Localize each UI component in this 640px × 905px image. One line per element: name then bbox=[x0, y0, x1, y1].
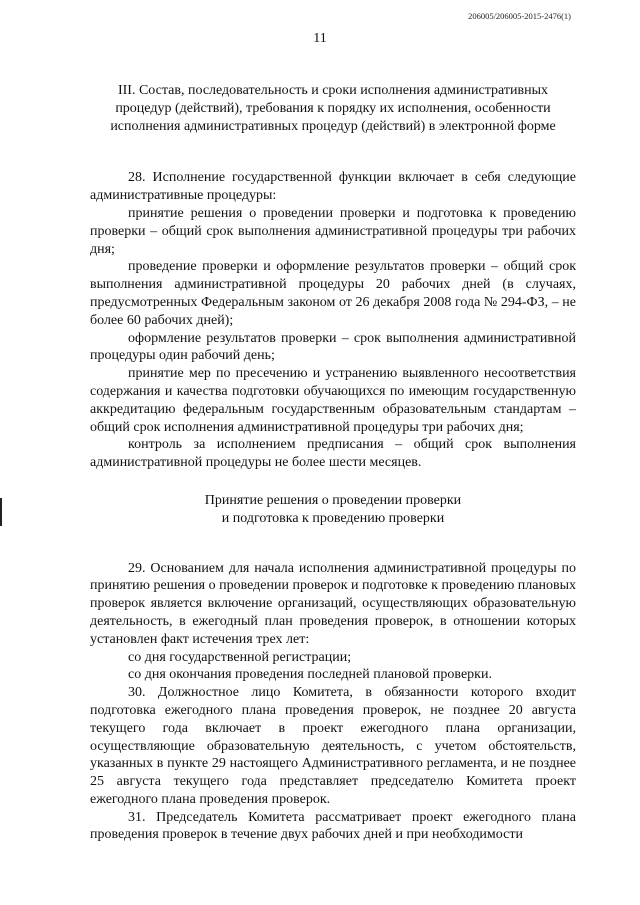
paragraph: проведение проверки и оформление результатов проверки – общий срок выполнения административной процедуры 20 рабочих дней (в случаях, предусмотренных Федеральным законом от 26 декабря 2008 года № 294-ФЗ, – не более 60 рабочих дней); bbox=[90, 259, 576, 328]
subheading-line: и подготовка к проведению проверки bbox=[221, 510, 445, 526]
subheading-line: Принятие решения о проведении проверки bbox=[204, 492, 462, 508]
paragraph: 29. Основанием для начала исполнения административной процедуры по принятию решения о проведении проверок и подготовке к проведению плановых проверок является включение организаций, осуществляющих образовательную деятельность, в ежегодный план проведения проверок, в отношении которых установлен факт истечения трех лет: bbox=[90, 560, 576, 647]
page-edge-mark bbox=[0, 498, 2, 526]
paragraph: оформление результатов проверки – срок выполнения административной процедуры один рабочий день; bbox=[90, 330, 576, 364]
section-title-line: исполнения административных процедур (действий) в электронной форме bbox=[110, 118, 556, 134]
paragraph: 28. Исполнение государственной функции включает в себя следующие административные процедуры: bbox=[90, 170, 576, 204]
document-body bbox=[90, 82, 576, 844]
section-title bbox=[90, 82, 576, 135]
document-code: 206005/206005-2015-2476(1) bbox=[468, 11, 571, 21]
paragraph: принятие решения о проведении проверки и подготовка к проведению проверки – общий срок выполнения административной процедуры три рабочих дня; bbox=[90, 205, 576, 257]
paragraph: контроль за исполнением предписания – общий срок выполнения административной процедуры не более шести месяцев. bbox=[90, 437, 576, 471]
paragraph: принятие мер по пресечению и устранению выявленного несоответствия содержания и качества подготовки обучающихся по имеющим государственную аккредитацию федеральным государственным образовательным стандартам – общий срок исполнения административной процедуры три рабочих дня; bbox=[90, 366, 576, 435]
subheading bbox=[90, 492, 576, 528]
paragraph: со дня окончания проведения последней плановой проверки. bbox=[128, 667, 492, 683]
section-title-line: процедур (действий), требования к порядку их исполнения, особенности bbox=[115, 100, 551, 116]
section-title-line: III. Состав, последовательность и сроки исполнения административных bbox=[117, 83, 548, 98]
paragraph: со дня государственной регистрации; bbox=[128, 649, 352, 665]
paragraph: 31. Председатель Комитета рассматривает проект ежегодного плана проведения проверок в течение двух рабочих дней и при необходимости bbox=[90, 809, 576, 843]
page-number: 11 bbox=[313, 31, 327, 46]
paragraph: 30. Должностное лицо Комитета, в обязанности которого входит подготовка ежегодного плана проведения проверок, не позднее 20 августа текущего года включает в проект ежегодного плана организации, осуществляющие образовательную деятельность, с учетом обстоятельств, указанных в пункте 29 настоящего Административного регламента, и не позднее 25 августа текущего года представляет председателю Комитета проект ежегодного плана проведения проверок. bbox=[90, 685, 576, 807]
